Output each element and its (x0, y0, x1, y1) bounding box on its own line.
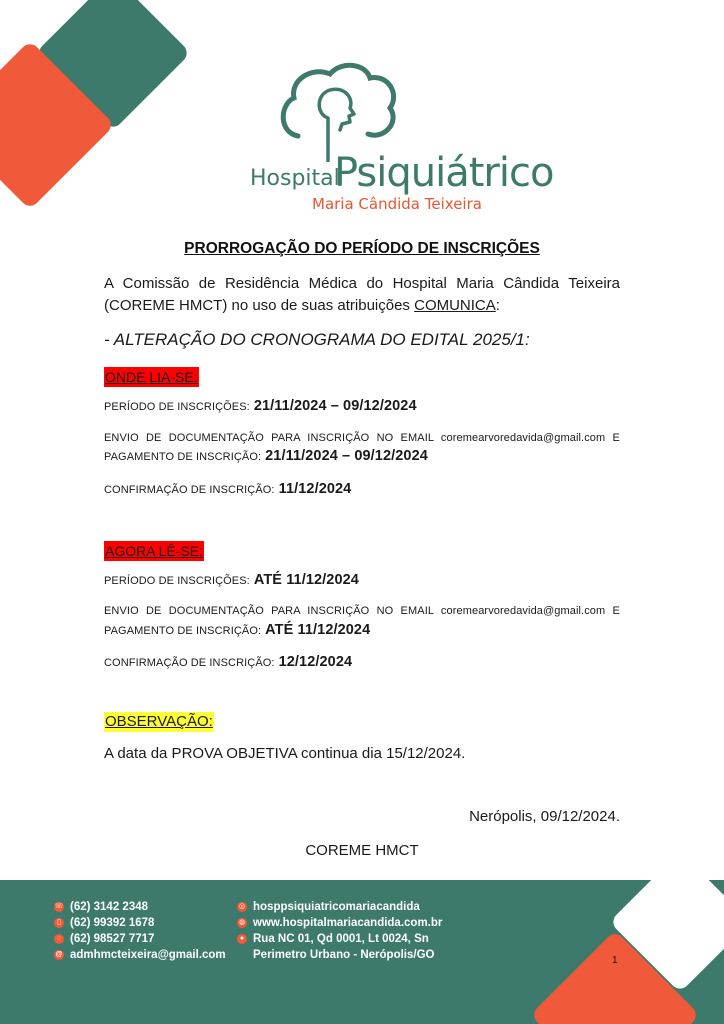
onde-periodo-value: 21/11/2024 – 09/12/2024 (253, 398, 417, 414)
intro-emphasis: COMUNICA (414, 297, 496, 314)
agora-periodo-label: PERÍODO DE INSCRIÇÕES: (104, 575, 250, 587)
location-pin-icon: ● (237, 934, 247, 944)
agora-pagamento-line (104, 622, 620, 638)
onde-lia-tag: ONDE LIA-SE: (105, 369, 198, 385)
document-title: PRORROGAÇÃO DO PERÍODO DE INSCRIÇÕES (184, 240, 540, 257)
footer-address1-text: Rua NC 01, Qd 0001, Lt 0024, Sn (253, 933, 429, 945)
onde-pagamento-label: PAGAMENTO DE INSCRIÇÃO: (104, 451, 262, 463)
intro-text: A Comissão de Residência Médica do Hospital Maria Cândida Teixeira (COREME HMCT) no uso de suas atribuições (104, 275, 620, 314)
globe-icon: ◍ (238, 919, 246, 926)
footer-phone3 (54, 933, 154, 945)
agora-pagamento-label: PAGAMENTO DE INSCRIÇÃO: (104, 625, 262, 637)
agora-confirmacao-line (104, 654, 620, 670)
agora-envio-line: ENVIO DE DOCUMENTAÇÃO PARA INSCRIÇÃO NO EMAIL coremearvoredavida@gmail.com E (104, 605, 620, 617)
agora-periodo-line (104, 572, 620, 588)
observacao-tag: OBSERVAÇÃO: (105, 713, 213, 730)
footer-address1 (237, 933, 429, 945)
onde-envio-line: ENVIO DE DOCUMENTAÇÃO PARA INSCRIÇÃO NO EMAIL coremearvoredavida@gmail.com E (104, 432, 620, 444)
phone-icon: ☏ (54, 903, 64, 910)
agora-confirmacao-value: 12/12/2024 (278, 654, 353, 670)
footer-address2-text: Perimetro Urbano - Nerópolis/GO (253, 949, 435, 961)
onde-pagamento-value: 21/11/2024 – 09/12/2024 (265, 448, 428, 464)
agora-le-tag: AGORA LÊ-SE: (105, 543, 204, 559)
onde-confirmacao-line (104, 481, 620, 497)
footer-phone2-text: (62) 99392 1678 (70, 917, 155, 929)
page-number: 1 (612, 955, 618, 966)
footer-website-text[interactable]: www.hospitalmariacandida.com.br (253, 917, 443, 929)
footer-website[interactable] (237, 917, 442, 929)
footer-phone1-text: (62) 3142 2348 (70, 901, 149, 913)
place-and-date: Nerópolis, 09/12/2024. (469, 808, 620, 825)
logo-word-psiquiatrico: Psiquiátrico (334, 150, 554, 196)
whatsapp-icon: ◌ (54, 934, 64, 944)
onde-confirmacao-label: CONFIRMAÇÃO DE INSCRIÇÃO: (104, 484, 275, 496)
mobile-icon: ▯ (54, 918, 64, 928)
onde-periodo-line (104, 398, 620, 414)
intro-suffix: : (495, 297, 500, 314)
footer-phone1 (54, 901, 148, 913)
email-icon: @ (55, 951, 63, 958)
logo-word-hospital: Hospital (250, 166, 340, 191)
logo-subtitle: Maria Cândida Teixeira (312, 195, 482, 213)
agora-periodo-value: ATÉ 11/12/2024 (253, 572, 359, 588)
hospital-logo (250, 58, 554, 218)
intro-paragraph (104, 273, 620, 317)
footer-address2 (237, 949, 434, 961)
agora-pagamento-value: ATÉ 11/12/2024 (265, 622, 371, 638)
footer-instagram-text[interactable]: hosppsiquiatricomariacandida (253, 901, 420, 913)
footer-email[interactable] (54, 949, 226, 961)
footer-instagram[interactable] (237, 901, 420, 913)
footer-email-text[interactable]: admhmcteixeira@gmail.com (70, 949, 226, 961)
signature: COREME HMCT (305, 842, 419, 859)
onde-pagamento-line (104, 448, 620, 464)
agora-confirmacao-label: CONFIRMAÇÃO DE INSCRIÇÃO: (104, 657, 275, 669)
alteracao-heading: - ALTERAÇÃO DO CRONOGRAMA DO EDITAL 2025/1: (104, 330, 530, 349)
footer-phone2 (54, 917, 154, 929)
footer-phone3-text: (62) 98527 7717 (70, 933, 155, 945)
onde-periodo-label: PERÍODO DE INSCRIÇÕES: (104, 401, 250, 413)
observacao-text: A data da PROVA OBJETIVA continua dia 15/12/2024. (104, 745, 466, 762)
instagram-icon: ◎ (238, 903, 246, 910)
onde-confirmacao-value: 11/12/2024 (278, 481, 352, 497)
